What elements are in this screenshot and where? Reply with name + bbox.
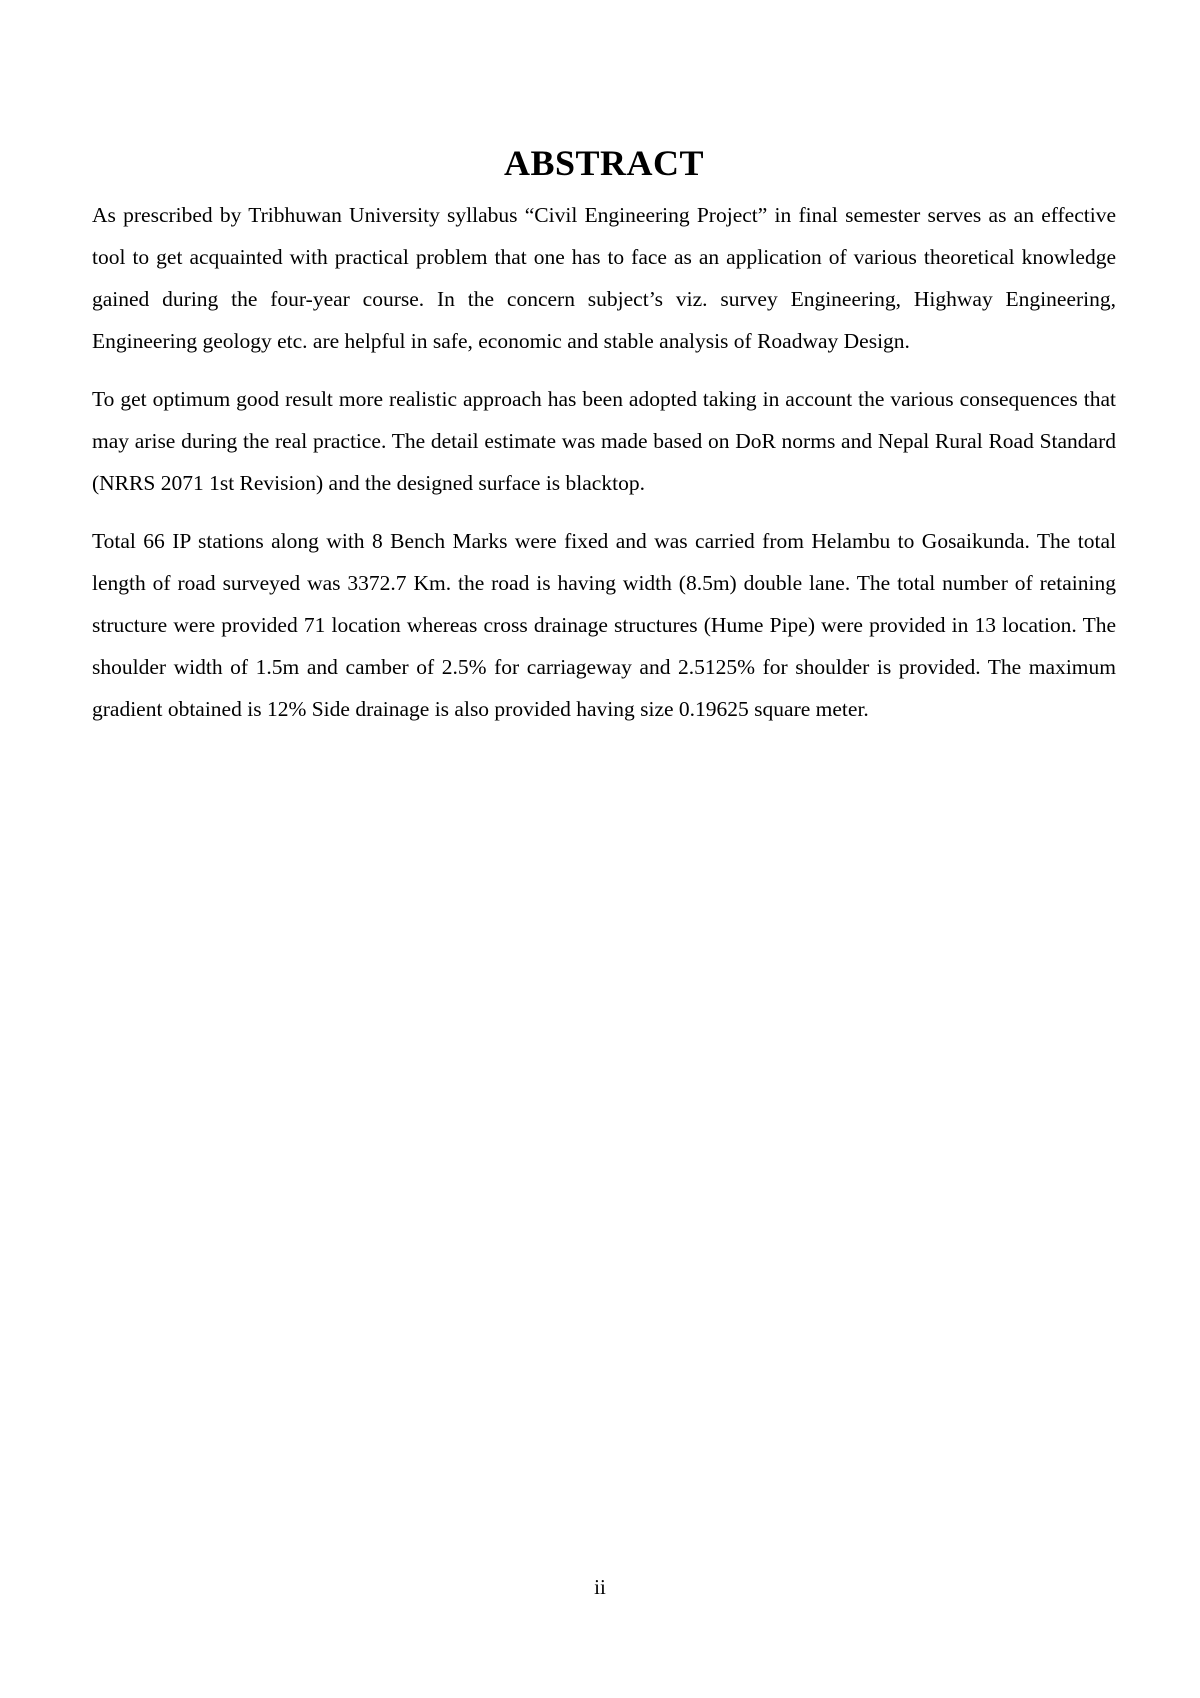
abstract-paragraph-2: To get optimum good result more realistic approach has been adopted taking in account the various consequences that may arise during the real practice. The detail estimate was made based on DoR norms and Nepal Rural Road Standard (NRRS 2071 1st Revision) and the designed surface is blacktop.: [92, 387, 1116, 495]
abstract-paragraph-1: As prescribed by Tribhuwan University syllabus “Civil Engineering Project” in final semester serves as an effective tool to get acquainted with practical problem that one has to face as an application of various theoretical knowledge gained during the four-year course. In the concern subject’s viz. survey Engineering, Highway Engineering, Engineering geology etc. are helpful in safe, economic and stable analysis of Roadway Design.: [92, 203, 1116, 353]
page-content: [92, 138, 1116, 746]
page-number: ii: [594, 1575, 606, 1599]
page-title: ABSTRACT: [503, 143, 705, 183]
abstract-paragraph-3: Total 66 IP stations along with 8 Bench Marks were fixed and was carried from Helambu to Gosaikunda. The total length of road surveyed was 3372.7 Km. the road is having width (8.5m) double lane. The total number of retaining structure were provided 71 location whereas cross drainage structures (Hume Pipe) were provided in 13 location. The shoulder width of 1.5m and camber of 2.5% for carriageway and 2.5125% for shoulder is provided. The maximum gradient obtained is 12% Side drainage is also provided having size 0.19625 square meter.: [92, 529, 1116, 721]
